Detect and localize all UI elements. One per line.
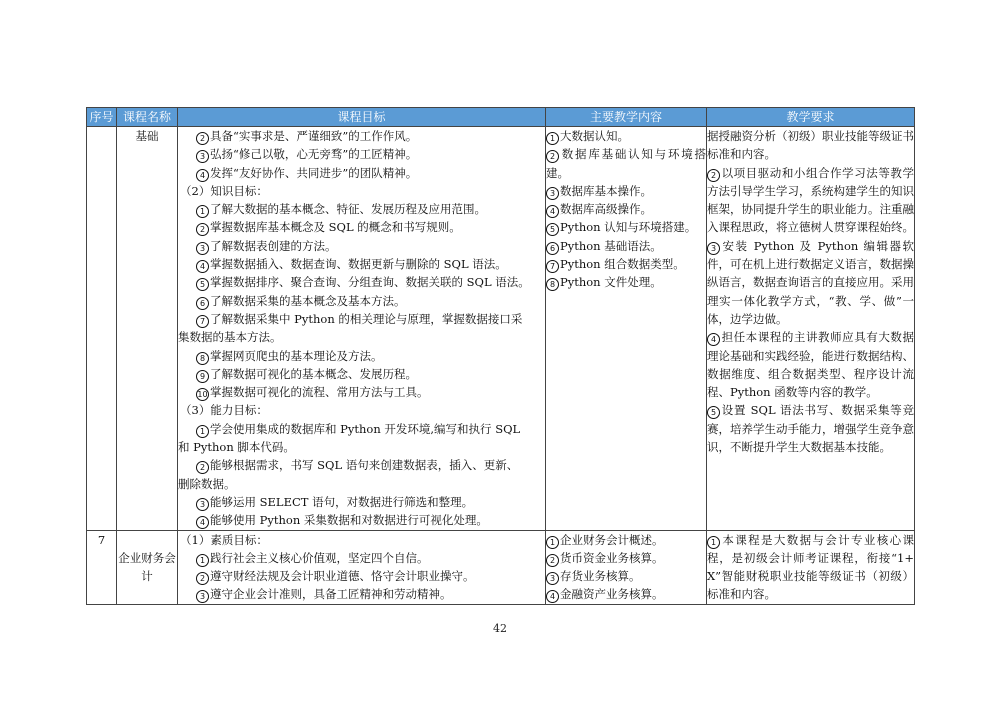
circled-number: 10 bbox=[197, 390, 208, 400]
requirement-item bbox=[707, 164, 914, 237]
circled-number: 7 bbox=[196, 315, 209, 328]
line-text: 遵守财经法规及会计职业道德、恪守会计职业操守。 bbox=[210, 569, 475, 584]
line-text: 以项目驱动和小组合作学习法等教学方法引导学生学习，系统构建学生的知识框架，协同提升学生的职业能力。注重融入课程思政，将立德树人贯穿课程始终。 bbox=[707, 165, 914, 235]
table-row bbox=[87, 530, 915, 604]
goal-section-heading bbox=[178, 531, 545, 549]
goal-line bbox=[178, 549, 545, 567]
teaching-content bbox=[546, 530, 707, 604]
teaching-requirements bbox=[707, 127, 915, 531]
circled-number: 1 bbox=[196, 205, 209, 218]
goal-line bbox=[178, 420, 545, 438]
table-header-row bbox=[87, 108, 915, 127]
line-text: Python 基础语法。 bbox=[560, 238, 662, 253]
line-text: Python 文件处理。 bbox=[560, 275, 662, 290]
goal-line bbox=[178, 347, 545, 365]
row-index: 7 bbox=[87, 530, 117, 604]
circled-number: 4 bbox=[546, 205, 559, 218]
circled-number: 4 bbox=[196, 516, 209, 529]
line-text: 存货业务核算。 bbox=[560, 569, 641, 584]
goal-line bbox=[178, 127, 545, 145]
goal-line bbox=[178, 237, 545, 255]
goal-line bbox=[178, 475, 545, 493]
line-text: 能够运用 SELECT 语句，对数据进行筛选和整理。 bbox=[210, 494, 474, 509]
line-text: 数据库高级操作。 bbox=[560, 202, 652, 217]
goal-line bbox=[178, 200, 545, 218]
line-text: 掌握数据排序、聚合查询、分组查询、数据关联的 SQL 语法。 bbox=[210, 275, 530, 290]
line-text: Python 组合数据类型。 bbox=[560, 257, 685, 272]
requirement-item bbox=[707, 401, 914, 456]
line-text: 本课程是大数据与会计专业核心课程，是初级会计师考证课程，衔接“1+X”智能财税职业技能等级证书（初级）标准和内容。 bbox=[707, 532, 914, 602]
content-item bbox=[546, 182, 706, 200]
line-text: 数据库基础认知与环境搭建。 bbox=[546, 147, 706, 180]
circled-number: 6 bbox=[196, 297, 209, 310]
line-text: 了解数据采集中 Python 的相关理论与原理，掌握数据接口采 bbox=[210, 311, 523, 326]
goal-section-heading bbox=[178, 401, 545, 419]
goal-line bbox=[178, 145, 545, 163]
line-text: 掌握数据插入、数据查询、数据更新与删除的 SQL 语法。 bbox=[210, 257, 507, 272]
line-text: （3）能力目标： bbox=[180, 403, 268, 418]
teaching-content bbox=[546, 127, 707, 531]
circled-number: 7 bbox=[546, 260, 559, 273]
table-row bbox=[87, 127, 915, 531]
circled-number: 3 bbox=[546, 572, 559, 585]
goal-line bbox=[178, 328, 545, 346]
goal-line bbox=[178, 292, 545, 310]
content-item bbox=[546, 549, 706, 567]
content-item bbox=[546, 127, 706, 145]
line-text: 能够使用 Python 采集数据和对数据进行可视化处理。 bbox=[210, 513, 488, 528]
line-text: 具备“实事求是、严谨细致”的工作作风。 bbox=[210, 129, 418, 143]
content-item bbox=[546, 531, 706, 549]
line-text: 践行社会主义核心价值观，坚定四个自信。 bbox=[210, 550, 429, 565]
line-text: 集数据的基本方法。 bbox=[178, 330, 282, 345]
goal-line bbox=[178, 310, 545, 328]
header-course-name: 课程名称 bbox=[117, 108, 178, 127]
line-text: 大数据认知。 bbox=[560, 129, 629, 143]
circled-number: 1 bbox=[196, 425, 209, 438]
circled-number: 4 bbox=[707, 333, 720, 346]
circled-number: 2 bbox=[546, 150, 559, 163]
goal-line bbox=[178, 438, 545, 456]
goal-line bbox=[178, 383, 545, 401]
goal-line bbox=[178, 365, 545, 383]
circled-number: 3 bbox=[196, 242, 209, 255]
line-text: （1）素质目标： bbox=[180, 532, 268, 547]
goal-line bbox=[178, 218, 545, 236]
line-text: 了解数据可视化的基本概念、发展历程。 bbox=[210, 366, 417, 381]
line-text: 能够根据需求，书写 SQL 语句来创建数据表，插入、更新、 bbox=[210, 458, 519, 473]
line-text: 掌握数据库基本概念及 SQL 的概念和书写规则。 bbox=[210, 220, 461, 235]
content-item bbox=[546, 567, 706, 585]
line-text: 数据库基本操作。 bbox=[560, 183, 652, 198]
line-text: 发挥“友好协作、共同进步”的团队精神。 bbox=[210, 165, 418, 180]
circled-number: 9 bbox=[196, 370, 209, 383]
circled-number: 3 bbox=[546, 187, 559, 200]
course-goals bbox=[178, 127, 546, 531]
requirement-item bbox=[707, 328, 914, 401]
line-text: （2）知识目标： bbox=[180, 183, 268, 198]
course-name: 企业财务会计 bbox=[117, 530, 178, 604]
circled-number: 3 bbox=[196, 498, 209, 511]
line-text: 遵守企业会计准则，具备工匠精神和劳动精神。 bbox=[210, 587, 452, 602]
circled-number: 5 bbox=[196, 278, 209, 291]
content-item bbox=[546, 273, 706, 291]
circled-number: 3 bbox=[196, 590, 209, 603]
content-item bbox=[546, 237, 706, 255]
line-text: 设置 SQL 语法书写、数据采集等竞赛，培养学生动手能力，增强学生竞争意识，不断提升学生大数据基本技能。 bbox=[707, 403, 914, 455]
goal-line bbox=[178, 585, 545, 603]
requirement-item bbox=[707, 127, 914, 164]
circled-number: 2 bbox=[196, 223, 209, 236]
line-text: 了解数据采集的基本概念及基本方法。 bbox=[210, 293, 406, 308]
circled-number: 2 bbox=[546, 554, 559, 567]
line-text: 弘扬“修己以敬，心无旁骛”的工匠精神。 bbox=[210, 147, 418, 162]
circled-number: 1 bbox=[196, 554, 209, 567]
course-table bbox=[86, 107, 915, 605]
teaching-requirements bbox=[707, 530, 915, 604]
circled-number: 6 bbox=[546, 242, 559, 255]
row-index bbox=[87, 127, 117, 531]
circled-number: 2 bbox=[196, 461, 209, 474]
goal-line bbox=[178, 567, 545, 585]
line-text: 担任本课程的主讲教师应具有大数据理论基础和实践经验，能进行数据结构、数据维度、组合数据类型、程序设计流程、Python 函数等内容的教学。 bbox=[707, 330, 914, 400]
course-goals bbox=[178, 530, 546, 604]
header-course-goal: 课程目标 bbox=[178, 108, 546, 127]
circled-number: 2 bbox=[196, 572, 209, 585]
circled-number: 1 bbox=[546, 132, 559, 145]
page-number: 42 bbox=[493, 622, 507, 635]
goal-section-heading bbox=[178, 182, 545, 200]
line-text: 了解数据表创建的方法。 bbox=[210, 238, 337, 253]
line-text: 金融资产业务核算。 bbox=[560, 587, 664, 602]
circled-number: 1 bbox=[546, 536, 559, 549]
line-text: 安装 Python 及 Python 编辑器软件，可在机上进行数据定义语言，数据操纵语言，数据查询语言的直接应用。采用理实一体化教学方式，“教、学、做”一体，边学边做。 bbox=[707, 238, 914, 326]
content-item bbox=[546, 200, 706, 218]
content-item bbox=[546, 585, 706, 603]
circled-number: 3 bbox=[707, 242, 720, 255]
circled-number: 4 bbox=[196, 260, 209, 273]
circled-number: 5 bbox=[707, 406, 720, 419]
line-text: 掌握网页爬虫的基本理论及方法。 bbox=[210, 348, 383, 363]
header-main-content: 主要教学内容 bbox=[546, 108, 707, 127]
goal-line bbox=[178, 456, 545, 474]
goal-line bbox=[178, 273, 545, 291]
line-text: 和 Python 脚本代码。 bbox=[178, 440, 295, 455]
circled-number: 4 bbox=[196, 169, 209, 182]
requirement-item bbox=[707, 237, 914, 328]
circled-number: 1 bbox=[707, 536, 720, 549]
line-text: 了解大数据的基本概念、特征、发展历程及应用范围。 bbox=[210, 202, 486, 217]
circled-number: 8 bbox=[546, 278, 559, 291]
circled-number: 4 bbox=[546, 590, 559, 603]
line-text: 货币资金业务核算。 bbox=[560, 550, 664, 565]
circled-number: 8 bbox=[196, 352, 209, 365]
header-index: 序号 bbox=[87, 108, 117, 127]
line-text: 据授融资分析（初级）职业技能等级证书标准和内容。 bbox=[707, 129, 914, 162]
line-text: 学会使用集成的数据库和 Python 开发环境,编写和执行 SQL bbox=[210, 421, 521, 436]
circled-number: 2 bbox=[196, 132, 209, 145]
content-item bbox=[546, 145, 706, 182]
circled-number: 2 bbox=[707, 169, 720, 182]
requirement-item bbox=[707, 531, 914, 604]
goal-line bbox=[178, 164, 545, 182]
goal-line bbox=[178, 255, 545, 273]
line-text: 企业财务会计概述。 bbox=[560, 532, 664, 547]
goal-line bbox=[178, 493, 545, 511]
content-item bbox=[546, 255, 706, 273]
content-item bbox=[546, 218, 706, 236]
course-name: 基础 bbox=[117, 127, 178, 531]
header-requirements: 教学要求 bbox=[707, 108, 915, 127]
line-text: Python 认知与环境搭建。 bbox=[560, 220, 697, 235]
line-text: 掌握数据可视化的流程、常用方法与工具。 bbox=[210, 385, 429, 400]
goal-line bbox=[178, 511, 545, 529]
line-text: 删除数据。 bbox=[178, 476, 236, 491]
circled-number: 3 bbox=[196, 150, 209, 163]
circled-number: 5 bbox=[546, 223, 559, 236]
